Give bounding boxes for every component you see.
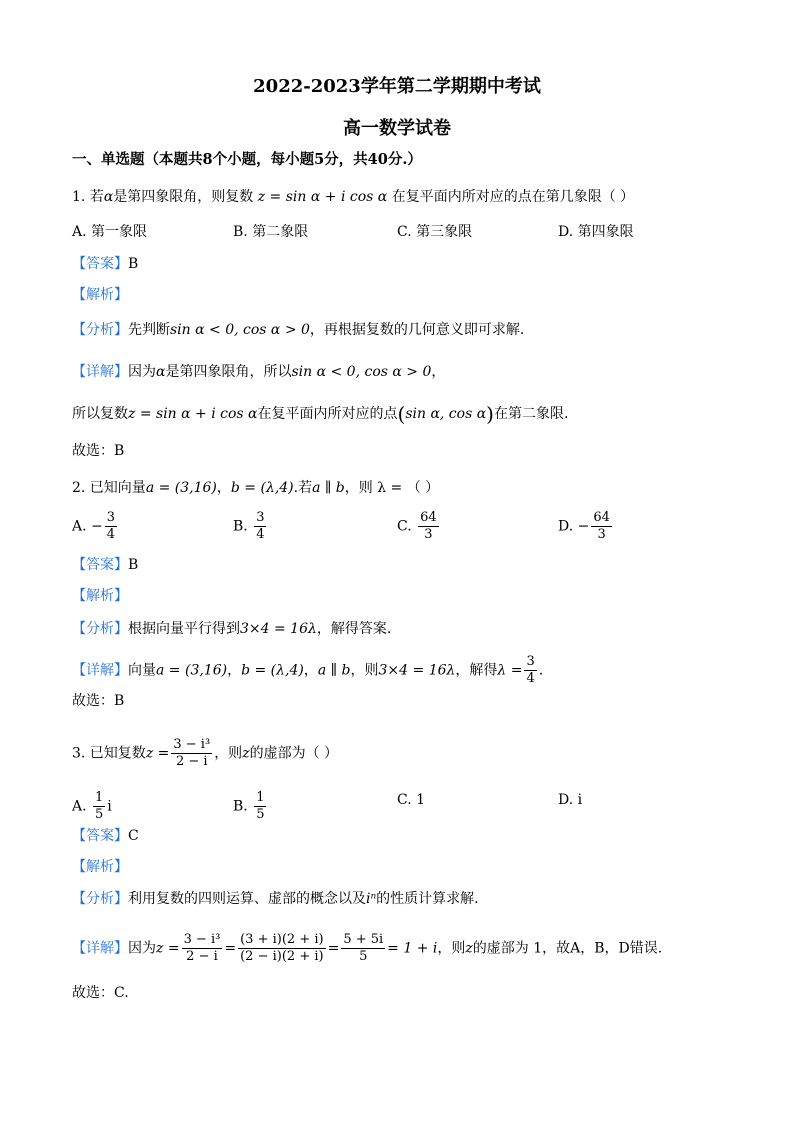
q1-line2-expr: z = sin α + i cos α	[128, 406, 258, 422]
q1-fenxi-b: ，再根据复数的几何意义即可求解.	[309, 322, 525, 338]
detail-tag: 【详解】	[72, 662, 128, 679]
fraction: $\frac{3}{4}$	[526, 654, 535, 686]
q1-fenxi-expr: sin α < 0, cos α > 0	[170, 322, 310, 338]
q1-detail-line2: 所以复数z = sin α + i cos α在复平面内所对应的点(sin α, cos α)在第二象限.	[72, 402, 569, 426]
q1-fenxi	[72, 320, 524, 340]
fraction: $\frac{64}{3}$	[420, 510, 437, 542]
q2-analysis-tag: 【解析】	[72, 588, 128, 604]
q1-detail-b: 是第四象限角，所以	[165, 364, 292, 380]
q2-detail: 【详解】向量a = (3,16)，b = (λ,4)，a ∥ b，则3×4 = 16λ，解得λ = $\frac{3}{4}$ .	[72, 654, 544, 686]
q2-choice: 故选：B	[72, 693, 125, 709]
q2-stem-a: 2. 已知向量	[72, 480, 146, 496]
q2-option-b: B. $\frac{3}{4}$	[233, 510, 265, 542]
q1-stem-a: 1. 若	[72, 189, 104, 205]
q2-stem-b: .若	[293, 480, 313, 496]
alpha-symbol: α	[103, 189, 114, 205]
q2-fenxi-a: 根据向量平行得到	[128, 621, 240, 637]
q1-line2-point: sin α, cos α	[405, 406, 487, 422]
fraction: $\frac{3}{4}$	[106, 510, 116, 542]
q1-option-b: B. 第二象限	[233, 224, 309, 240]
q1-line2-a: 所以复数	[72, 406, 128, 422]
fraction: $\frac{(3 + i)(2 + i)}{(2 - i)(2 + i)}$	[240, 932, 324, 964]
detail-tag: 【详解】	[72, 940, 128, 957]
fraction: $\frac{64}{3}$	[593, 510, 610, 542]
q2-fenxi-b: ，解得答案.	[316, 621, 392, 637]
fraction: $\frac{1}{5}$	[256, 790, 265, 822]
q2-stem-parallel: a ∥ b	[312, 480, 345, 496]
q3-option-a: A. $\frac{1}{5}$ i	[72, 790, 112, 822]
fraction: $\frac{\text{3 − i³}}{2 - i}$	[183, 932, 221, 964]
q2-vector-a: a = (3,16)	[145, 480, 217, 496]
q2-fenxi	[72, 619, 391, 639]
q1-detail-a: 因为	[128, 364, 156, 380]
alpha-symbol: α	[156, 364, 166, 380]
q1-line2-b: 在复平面内所对应的点	[257, 406, 398, 422]
q1-answer	[72, 254, 138, 274]
q3-option-d: D. i	[558, 792, 583, 808]
q3-option-c: C. 1	[397, 792, 426, 808]
q3-stem: 3. 已知复数z = $\frac{\text{3 − i³}}{2 - i}$ ，则z的虚部为（ ）	[72, 737, 339, 769]
q3-answer	[72, 826, 139, 846]
q3-answer-value: C	[128, 828, 139, 844]
q1-detail-expr: sin α < 0, cos α > 0	[291, 364, 432, 380]
q1-fenxi-a: 先判断	[128, 322, 170, 338]
q1-choice: 故选：B	[72, 443, 125, 459]
fraction: $\frac{3}{4}$	[256, 510, 265, 542]
q3-option-b: B. $\frac{1}{5}$	[233, 790, 265, 822]
answer-tag: 【答案】	[72, 256, 128, 272]
fenxi-tag: 【分析】	[72, 621, 128, 637]
q1-option-d: D. 第四象限	[558, 224, 634, 240]
detail-tag: 【详解】	[72, 364, 128, 380]
q2-answer	[72, 555, 138, 575]
q2-option-d: D. − $\frac{64}{3}$	[558, 510, 610, 542]
q2-option-a: A. − $\frac{3}{4}$	[72, 510, 116, 542]
q3-detail: 【详解】因为z = $\frac{\text{3 − i³}}{2 - i}$ = $\frac{(3 + i)(2 + i)}{(2 - i)(2 + i)}$ = $\frac{5 + 5i}{5}$ = 1 + i，则z的虚部为 1，故A，B，D错误.	[72, 932, 663, 964]
q1-stem-b: 是第四象限角，则复数	[113, 189, 254, 205]
q1-option-a: A. 第一象限	[72, 224, 148, 240]
fraction: $\frac{5 + 5i}{5}$	[343, 932, 384, 964]
section-heading: 一、单选题（本题共8个小题，每小题5分，共40分.）	[72, 151, 422, 168]
q1-stem	[72, 187, 634, 207]
q1-detail-c: ，	[431, 364, 446, 380]
exam-title: 2022-2023学年第二学期期中考试	[253, 76, 541, 97]
fenxi-tag: 【分析】	[72, 891, 128, 907]
q1-stem-c: 在复平面内所对应的点在第几象限（ ）	[391, 189, 635, 205]
q1-answer-value: B	[128, 256, 139, 272]
q3-choice: 故选：C.	[72, 985, 129, 1001]
q1-analysis-tag: 【解析】	[72, 287, 128, 303]
q1-line2-c: 在第二象限.	[493, 406, 569, 422]
q2-fenxi-expr: 3×4 = 16λ	[240, 621, 317, 637]
fraction: $\frac{\text{3 − i³}}{2 - i}$	[173, 737, 211, 769]
fraction: $\frac{1}{5}$	[95, 790, 104, 822]
answer-tag: 【答案】	[72, 828, 128, 844]
exam-subtitle: 高一数学试卷	[343, 118, 451, 139]
q1-stem-expr: z = sin α + i cos α	[257, 189, 388, 205]
q2-option-c: C. $\frac{64}{3}$	[397, 510, 437, 542]
q2-stem-d: ，则 λ = （ ）	[344, 480, 440, 496]
answer-tag: 【答案】	[72, 557, 128, 573]
fenxi-tag: 【分析】	[72, 322, 128, 338]
q2-vector-b: b = (λ,4)	[230, 480, 294, 496]
q2-stem: 2. 已知向量a = (3,16)，b = (λ,4).若a ∥ b，则 λ = （ ）	[72, 480, 440, 496]
q1-detail	[72, 362, 445, 382]
q3-fenxi: 【分析】利用复数的四则运算、虚部的概念以及iⁿ的性质计算求解.	[72, 891, 479, 907]
q1-option-c: C. 第三象限	[397, 224, 473, 240]
q3-analysis-tag: 【解析】	[72, 859, 128, 875]
q2-answer-value: B	[128, 557, 139, 573]
